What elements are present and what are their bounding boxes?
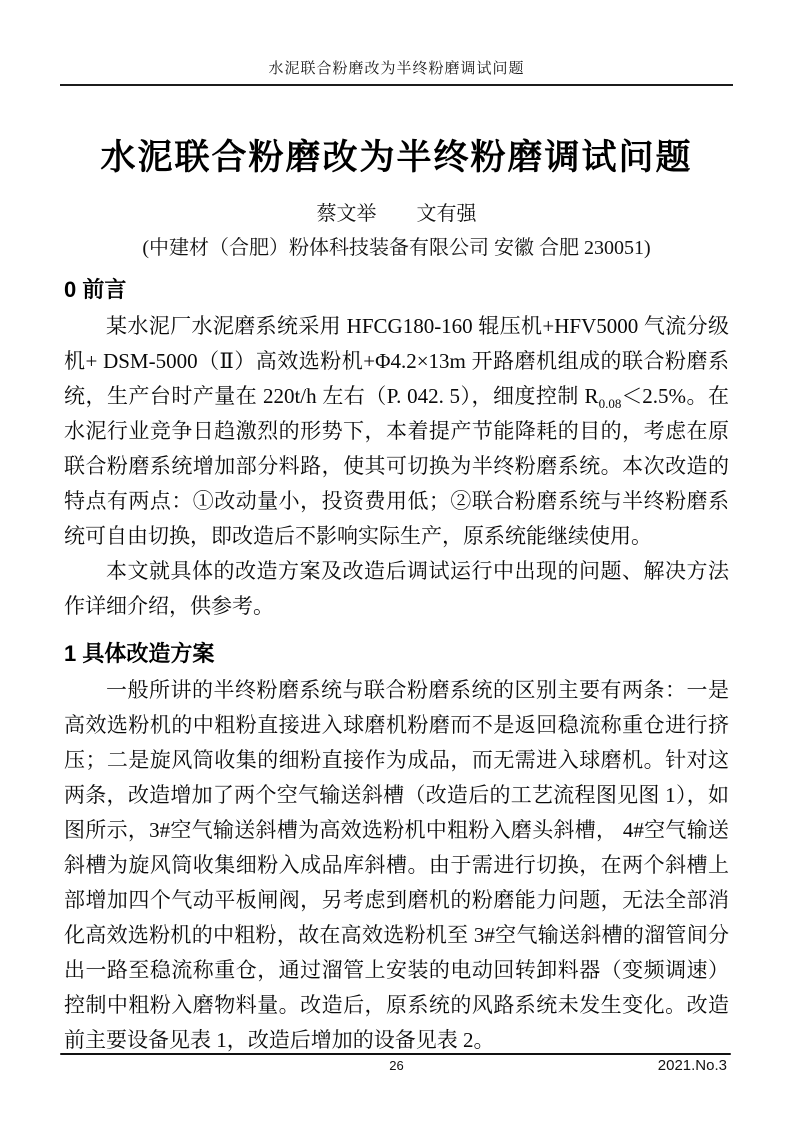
affiliation-line: (中建材（合肥）粉体科技装备有限公司 安徽 合肥 230051) — [142, 237, 651, 259]
article-title: 水泥联合粉磨改为半终粉磨调试问题 — [100, 138, 693, 177]
fineness-subscript: 0.08 — [598, 396, 622, 412]
section-heading-1-renovation-plan: 1 具体改造方案 — [64, 641, 215, 666]
header-rule — [60, 84, 733, 86]
paragraph-intro-text-before-subscript: 某水泥厂水泥磨系统采用 HFCG180-160 辊压机+HFV5000 气流分级机+ DSM-5000（Ⅱ）高效选粉机+Φ4.2×13m 开路磨机组成的联合粉磨系统，生产台时产量在 220t/h 左右（P. 042. 5），细度控制 R — [64, 314, 729, 408]
issue-number: 2021.No.3 — [657, 1057, 727, 1074]
paragraph-renovation-details: 一般所讲的半终粉磨系统与联合粉磨系统的区别主要有两条：一是高效选粉机的中粗粉直接进入球磨机粉磨而不是返回稳流称重仓进行挤压；二是旋风筒收集的细粉直接作为成品，而无需进入球磨机。针对这两条，改造增加了两个空气输送斜槽（改造后的工艺流程图见图 1），如图所示，3#空气输送斜槽为高效选粉机中粗粉入磨头斜槽， 4#空气输送斜槽为旋风筒收集细粉入成品库斜槽。由于需进行切换，在两个斜槽上部增加四个气动平板闸阀，另考虑到磨机的粉磨能力问题，无法全部消化高效选粉机的中粗粉，故在高效选粉机至 3#空气输送斜槽的溜管间分出一路至稳流称重仓，通过溜管上安装的电动回转卸料器（变频调速）控制中粗粉入磨物料量。改造后，原系统的风路系统未发生变化。改造前主要设备见表 1，改造后增加的设备见表 2。 — [64, 678, 729, 1052]
running-title: 水泥联合粉磨改为半终粉磨调试问题 — [268, 61, 525, 77]
footer-rule — [60, 1053, 731, 1055]
article-content — [64, 120, 729, 1058]
authors-line: 蔡文举 文有强 — [316, 203, 477, 225]
paragraph-intro-text-after-subscript: ＜2.5%。在水泥行业竞争日趋激烈的形势下，本着提产节能降耗的目的，考虑在原联合粉磨系统增加部分料路，使其可切换为半终粉磨系统。本次改造的特点有两点：①改动量小，投资费用低；②联合粉磨系统与半终粉磨系统可自由切换，即改造后不影响实际生产，原系统能继续使用。 — [64, 384, 729, 548]
page-number: 26 — [389, 1058, 404, 1073]
paragraph-purpose: 本文就具体的改造方案及改造后调试运行中出现的问题、解决方法作详细介绍，供参考。 — [64, 559, 729, 618]
section-heading-0-foreword: 0 前言 — [64, 277, 127, 302]
paragraph-intro-system — [64, 309, 729, 554]
